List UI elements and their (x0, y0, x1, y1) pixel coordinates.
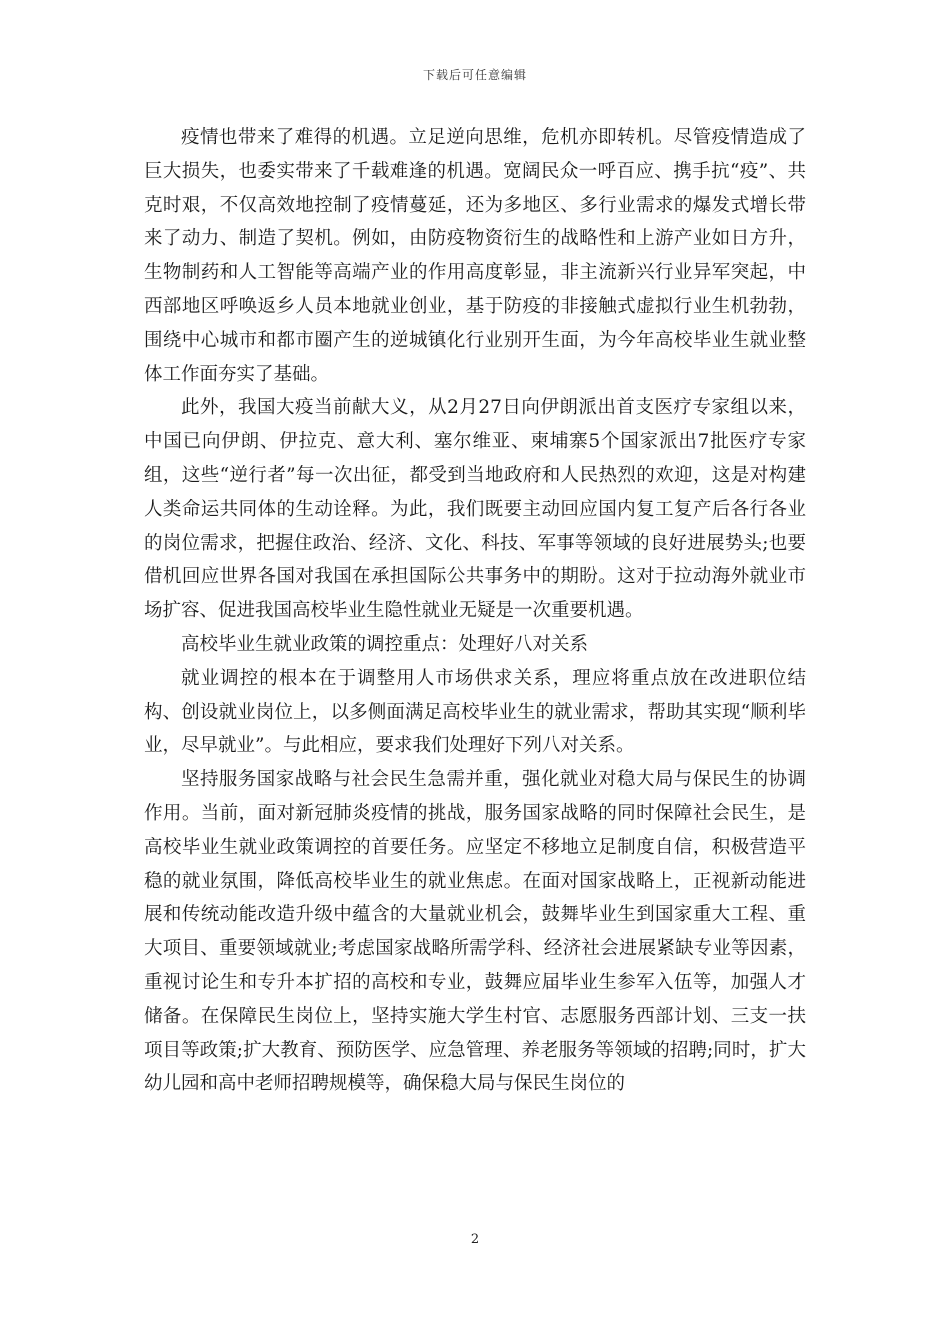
paragraph-national-strategy: 坚持服务国家战略与社会民生急需并重，强化就业对稳大局与保民生的协调作用。当前，面对新冠肺炎疫情的挑战，服务国家战略的同时保障社会民生，是高校毕业生就业政策调控的首要任务。应坚定不移地立足制度自信，积极营造平稳的就业氛围，降低高校毕业生的就业焦虑。在面对国家战略上，正视新动能进展和传统动能改造升级中蕴含的大量就业机会，鼓舞毕业生到国家重大工程、重大项目、重要领域就业;考虑国家战略所需学科、经济社会进展紧缺专业等因素，重视讨论生和专升本扩招的高校和专业，鼓舞应届毕业生参军入伍等，加强人才储备。在保障民生岗位上，坚持实施大学生村官、志愿服务西部计划、三支一扶项目等政策;扩大教育、预防医学、应急管理、养老服务等领域的招聘;同时，扩大幼儿园和高中老师招聘规模等，确保稳大局与保民生岗位的 (144, 769, 806, 1095)
page-header: 下载后可任意编辑 (422, 68, 527, 82)
document-body (144, 121, 806, 1101)
paragraph-regulation-root: 就业调控的根本在于调整用人市场供求关系，理应将重点放在改进职位结构、创设就业岗位上，以多侧面满足高校毕业生的就业需求，帮助其实现“顺利毕业，尽早就业”。与此相应，要求我们处理好下列八对关系。 (144, 667, 806, 757)
paragraph-opportunity: 疫情也带来了难得的机遇。立足逆向思维，危机亦即转机。尽管疫情造成了巨大损失，也委实带来了千载难逢的机遇。宽阔民众一呼百应、携手抗“疫”、共克时艰，不仅高效地控制了疫情蔓延，还为多地区、多行业需求的爆发式增长带来了动力、制造了契机。例如，由防疫物资衍生的战略性和上游产业如日方升，生物制药和人工智能等高端产业的作用高度彰显，非主流新兴行业异军突起，中西部地区呼唤返乡人员本地就业创业，基于防疫的非接触式虚拟行业生机勃勃，围绕中心城市和都市圈产生的逆城镇化行业别开生面，为今年高校毕业生就业整体工作面夯实了基础。 (144, 127, 806, 385)
paragraph-international-aid: 此外，我国大疫当前献大义，从2月27日向伊朗派出首支医疗专家组以来，中国已向伊朗、伊拉克、意大利、塞尔维亚、柬埔寨5个国家派出7批医疗专家组，这些“逆行者”每一次出征，都受到当地政府和人民热烈的欢迎，这是对构建人类命运共同体的生动诠释。为此，我们既要主动回应国内复工复产后各行各业的岗位需求，把握住政治、经济、文化、科技、军事等领域的良好进展势头;也要借机回应世界各国对我国在承担国际公共事务中的期盼。这对于拉动海外就业市场扩容、促进我国高校毕业生隐性就业无疑是一次重要机遇。 (144, 397, 806, 622)
page-number: 2 (470, 1232, 480, 1247)
section-heading: 高校毕业生就业政策的调控重点：处理好八对关系 (181, 633, 589, 655)
